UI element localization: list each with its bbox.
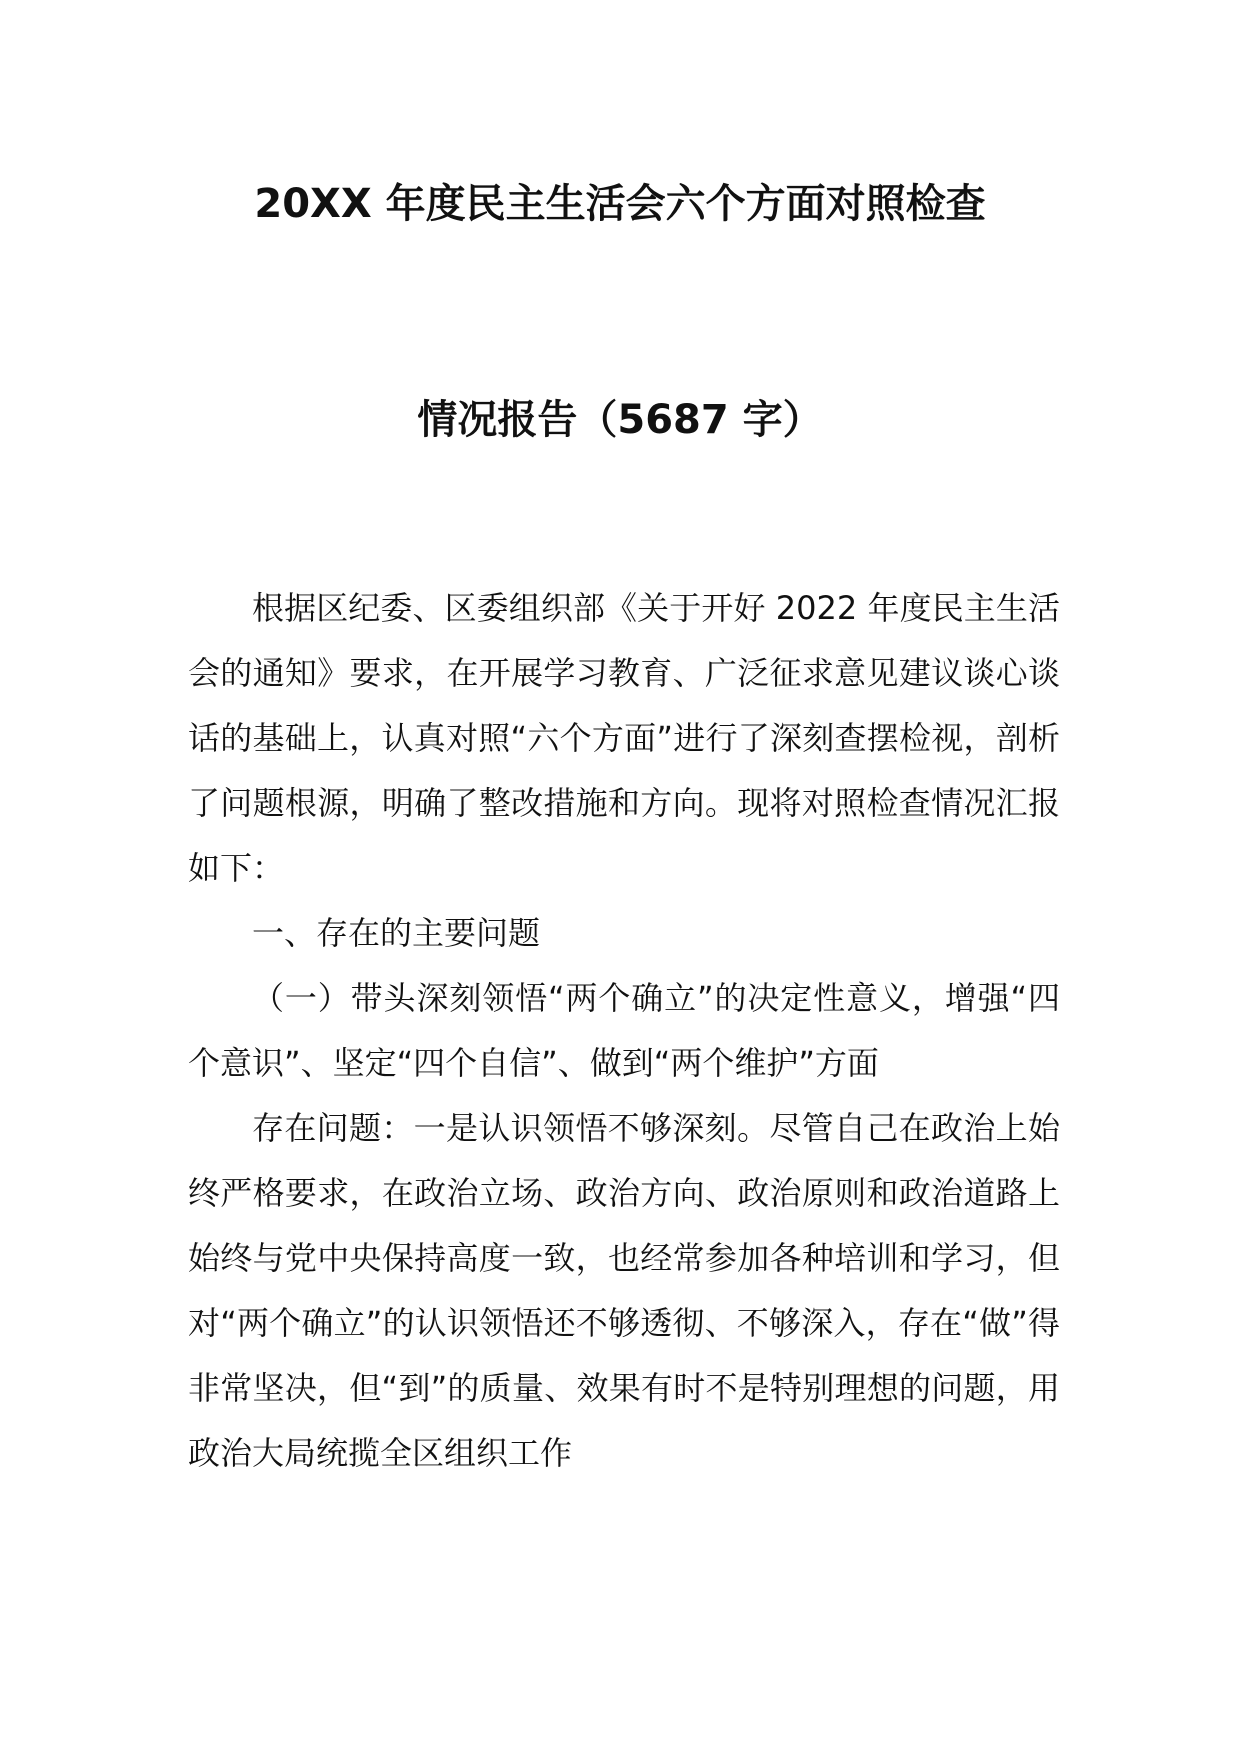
document-title-line-2: 情况报告（5687 字） (417, 397, 823, 443)
document-body (188, 576, 1060, 1486)
intro-paragraph: 根据区纪委、区委组织部《关于开好 2022 年度民主生活会的通知》要求，在开展学习教育、广泛征求意见建议谈心谈话的基础上，认真对照“六个方面”进行了深刻查摆检视，剖析了问题根源，明确了整改措施和方向。现将对照检查情况汇报如下： (188, 589, 1060, 887)
section-heading: 一、存在的主要问题 (252, 914, 541, 952)
subsection-heading: （一）带头深刻领悟“两个确立”的决定性意义，增强“四个意识”、坚定“四个自信”、做到“两个维护”方面 (188, 979, 1060, 1082)
document-title-line-1: 20XX 年度民主生活会六个方面对照检查 (254, 181, 986, 227)
issue-paragraph: 存在问题：一是认识领悟不够深刻。尽管自己在政治上始终严格要求，在政治立场、政治方向、政治原则和政治道路上始终与党中央保持高度一致，也经常参加各种培训和学习，但对“两个确立”的认识领悟还不够透彻、不够深入，存在“做”得非常坚决，但“到”的质量、效果有时不是特别理想的问题，用政治大局统揽全区组织工作 (188, 1109, 1060, 1472)
